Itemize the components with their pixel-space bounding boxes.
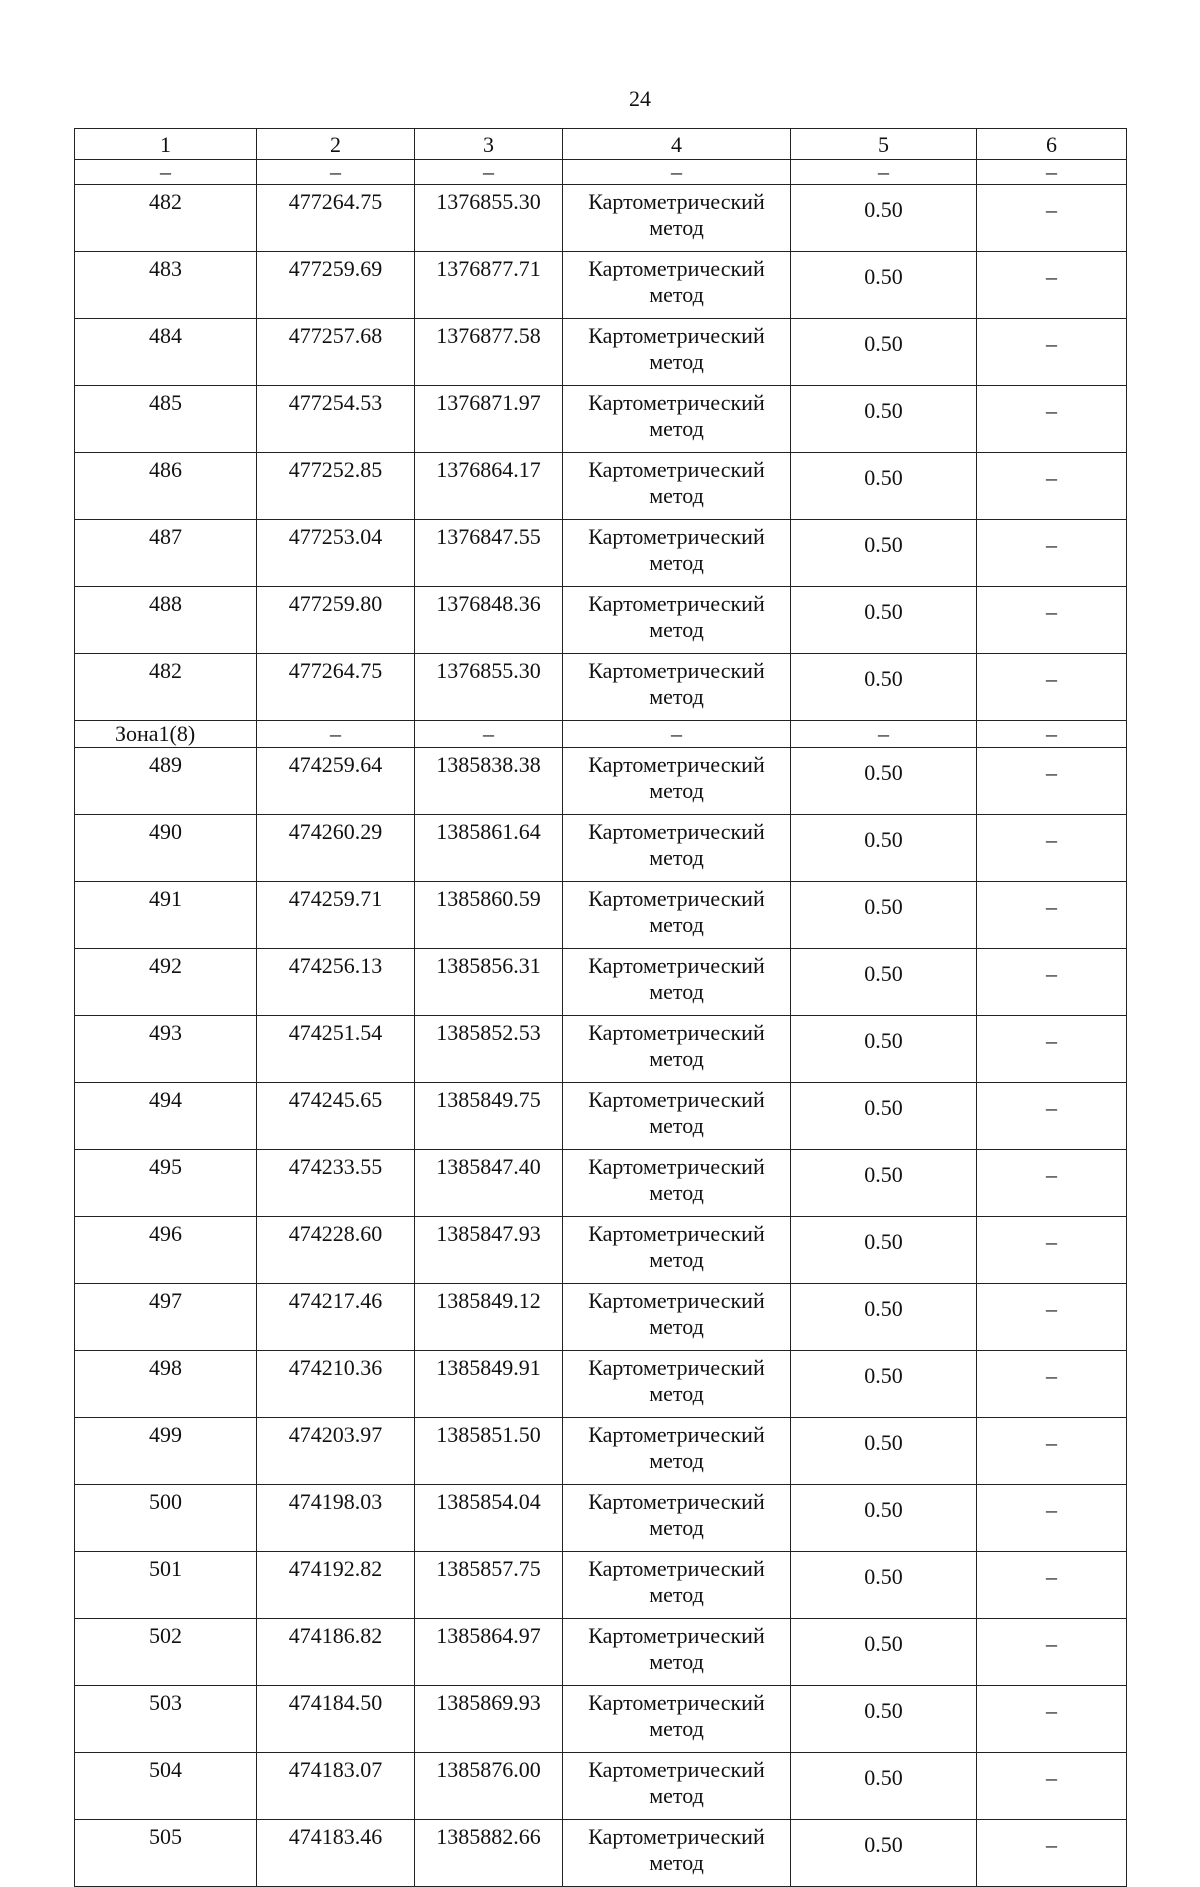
x-coordinate-cell: 474256.13 — [257, 949, 415, 1016]
y-coordinate-cell: 1376848.36 — [415, 587, 563, 654]
y-coordinate-cell: 1385847.93 — [415, 1217, 563, 1284]
method-name-line1: Картометрический — [588, 953, 765, 978]
point-number-cell: 483 — [75, 252, 257, 319]
column-number-2: 2 — [257, 129, 415, 160]
method-name-line2: метод — [649, 1783, 704, 1808]
method-name-line1: Картометрический — [588, 1422, 765, 1447]
method-name-line1: Картометрический — [588, 1221, 765, 1246]
header-dash-row — [75, 160, 1127, 185]
table-row — [75, 815, 1127, 882]
point-number-cell: 490 — [75, 815, 257, 882]
y-coordinate-cell: 1385856.31 — [415, 949, 563, 1016]
table-row — [75, 748, 1127, 815]
method-cell — [563, 1284, 791, 1351]
zone-dash: – — [415, 721, 563, 748]
method-cell — [563, 1552, 791, 1619]
table-row — [75, 319, 1127, 386]
point-number-cell: 497 — [75, 1284, 257, 1351]
extra-cell: – — [977, 185, 1127, 252]
extra-cell: – — [977, 1351, 1127, 1418]
method-name-line1: Картометрический — [588, 1355, 765, 1380]
extra-cell: – — [977, 252, 1127, 319]
column-number-1: 1 — [75, 129, 257, 160]
method-name-line2: метод — [649, 912, 704, 937]
point-number-cell: 491 — [75, 882, 257, 949]
page-number: 24 — [629, 86, 651, 111]
extra-cell: – — [977, 1686, 1127, 1753]
table-row — [75, 1083, 1127, 1150]
method-name-line1: Картометрический — [588, 1154, 765, 1179]
extra-cell: – — [977, 1016, 1127, 1083]
method-name-line2: метод — [649, 1515, 704, 1540]
x-coordinate-cell: 477254.53 — [257, 386, 415, 453]
y-coordinate-cell: 1385852.53 — [415, 1016, 563, 1083]
extra-cell: – — [977, 1820, 1127, 1887]
table-row — [75, 654, 1127, 721]
table-row — [75, 386, 1127, 453]
accuracy-cell: 0.50 — [791, 587, 977, 654]
header-dash: – — [977, 160, 1127, 185]
zone-dash: – — [563, 721, 791, 748]
zone-label: Зона1(8) — [75, 721, 257, 748]
accuracy-cell: 0.50 — [791, 1485, 977, 1552]
point-number-cell: 505 — [75, 1820, 257, 1887]
point-number-cell: 485 — [75, 386, 257, 453]
point-number-cell: 484 — [75, 319, 257, 386]
method-cell — [563, 453, 791, 520]
extra-cell: – — [977, 1552, 1127, 1619]
method-name-line2: метод — [649, 1582, 704, 1607]
method-cell — [563, 1083, 791, 1150]
table-row — [75, 1820, 1127, 1887]
point-number-cell: 486 — [75, 453, 257, 520]
table-row — [75, 1016, 1127, 1083]
method-name-line2: метод — [649, 979, 704, 1004]
method-cell — [563, 949, 791, 1016]
method-name-line1: Картометрический — [588, 1087, 765, 1112]
extra-cell: – — [977, 386, 1127, 453]
method-name-line1: Картометрический — [588, 1757, 765, 1782]
y-coordinate-cell: 1376847.55 — [415, 520, 563, 587]
x-coordinate-cell: 474259.71 — [257, 882, 415, 949]
extra-cell: – — [977, 882, 1127, 949]
extra-cell: – — [977, 1083, 1127, 1150]
accuracy-cell: 0.50 — [791, 815, 977, 882]
extra-cell: – — [977, 1217, 1127, 1284]
point-number-cell: 501 — [75, 1552, 257, 1619]
extra-cell: – — [977, 1150, 1127, 1217]
y-coordinate-cell: 1385860.59 — [415, 882, 563, 949]
y-coordinate-cell: 1376877.71 — [415, 252, 563, 319]
method-name-line1: Картометрический — [588, 189, 765, 214]
method-cell — [563, 1418, 791, 1485]
y-coordinate-cell: 1385869.93 — [415, 1686, 563, 1753]
method-name-line1: Картометрический — [588, 457, 765, 482]
method-name-line2: метод — [649, 1113, 704, 1138]
extra-cell: – — [977, 1485, 1127, 1552]
point-number-cell: 488 — [75, 587, 257, 654]
header-dash: – — [415, 160, 563, 185]
accuracy-cell: 0.50 — [791, 1217, 977, 1284]
accuracy-cell: 0.50 — [791, 185, 977, 252]
table-body — [75, 185, 1127, 1887]
method-cell — [563, 1619, 791, 1686]
method-name-line2: метод — [649, 778, 704, 803]
y-coordinate-cell: 1385864.97 — [415, 1619, 563, 1686]
method-name-line1: Картометрический — [588, 1690, 765, 1715]
method-name-line1: Картометрический — [588, 819, 765, 844]
accuracy-cell: 0.50 — [791, 1418, 977, 1485]
method-name-line1: Картометрический — [588, 1020, 765, 1045]
method-name-line2: метод — [649, 1716, 704, 1741]
y-coordinate-cell: 1385876.00 — [415, 1753, 563, 1820]
x-coordinate-cell: 477259.69 — [257, 252, 415, 319]
x-coordinate-cell: 474233.55 — [257, 1150, 415, 1217]
extra-cell: – — [977, 748, 1127, 815]
method-name-line1: Картометрический — [588, 1489, 765, 1514]
point-number-cell: 482 — [75, 185, 257, 252]
method-name-line2: метод — [649, 215, 704, 240]
table-row — [75, 1418, 1127, 1485]
coordinates-table — [74, 128, 1127, 1887]
method-cell — [563, 520, 791, 587]
table-row — [75, 1619, 1127, 1686]
x-coordinate-cell: 474260.29 — [257, 815, 415, 882]
header-dash: – — [563, 160, 791, 185]
accuracy-cell: 0.50 — [791, 453, 977, 520]
table-row — [75, 949, 1127, 1016]
extra-cell: – — [977, 1619, 1127, 1686]
x-coordinate-cell: 474183.46 — [257, 1820, 415, 1887]
extra-cell: – — [977, 949, 1127, 1016]
accuracy-cell: 0.50 — [791, 520, 977, 587]
x-coordinate-cell: 477252.85 — [257, 453, 415, 520]
method-name-line2: метод — [649, 1046, 704, 1071]
x-coordinate-cell: 477264.75 — [257, 185, 415, 252]
point-number-cell: 498 — [75, 1351, 257, 1418]
method-name-line1: Картометрический — [588, 752, 765, 777]
point-number-cell: 499 — [75, 1418, 257, 1485]
table-row — [75, 1552, 1127, 1619]
accuracy-cell: 0.50 — [791, 1083, 977, 1150]
method-name-line2: метод — [649, 349, 704, 374]
method-cell — [563, 1217, 791, 1284]
point-number-cell: 504 — [75, 1753, 257, 1820]
x-coordinate-cell: 477264.75 — [257, 654, 415, 721]
method-name-line2: метод — [649, 483, 704, 508]
method-name-line2: метод — [649, 1314, 704, 1339]
accuracy-cell: 0.50 — [791, 1016, 977, 1083]
extra-cell: – — [977, 520, 1127, 587]
accuracy-cell: 0.50 — [791, 386, 977, 453]
x-coordinate-cell: 477259.80 — [257, 587, 415, 654]
accuracy-cell: 0.50 — [791, 252, 977, 319]
method-name-line1: Картометрический — [588, 1556, 765, 1581]
zone-dash: – — [791, 721, 977, 748]
x-coordinate-cell: 474245.65 — [257, 1083, 415, 1150]
method-name-line2: метод — [649, 1850, 704, 1875]
y-coordinate-cell: 1376871.97 — [415, 386, 563, 453]
accuracy-cell: 0.50 — [791, 882, 977, 949]
method-name-line1: Картометрический — [588, 1623, 765, 1648]
method-name-line1: Картометрический — [588, 658, 765, 683]
table-row — [75, 1351, 1127, 1418]
column-numbers-row — [75, 129, 1127, 160]
column-number-3: 3 — [415, 129, 563, 160]
method-cell — [563, 1150, 791, 1217]
method-name-line1: Картометрический — [588, 390, 765, 415]
extra-cell: – — [977, 1284, 1127, 1351]
zone-dash: – — [977, 721, 1127, 748]
method-cell — [563, 882, 791, 949]
method-name-line2: метод — [649, 1180, 704, 1205]
accuracy-cell: 0.50 — [791, 1284, 977, 1351]
method-name-line1: Картометрический — [588, 886, 765, 911]
method-name-line2: метод — [649, 684, 704, 709]
x-coordinate-cell: 474186.82 — [257, 1619, 415, 1686]
point-number-cell: 502 — [75, 1619, 257, 1686]
table-row — [75, 520, 1127, 587]
table-row — [75, 1686, 1127, 1753]
y-coordinate-cell: 1376864.17 — [415, 453, 563, 520]
x-coordinate-cell: 474228.60 — [257, 1217, 415, 1284]
x-coordinate-cell: 477257.68 — [257, 319, 415, 386]
extra-cell: – — [977, 654, 1127, 721]
y-coordinate-cell: 1385861.64 — [415, 815, 563, 882]
extra-cell: – — [977, 319, 1127, 386]
method-cell — [563, 815, 791, 882]
x-coordinate-cell: 474203.97 — [257, 1418, 415, 1485]
header-dash: – — [75, 160, 257, 185]
method-cell — [563, 1686, 791, 1753]
y-coordinate-cell: 1376877.58 — [415, 319, 563, 386]
point-number-cell: 494 — [75, 1083, 257, 1150]
x-coordinate-cell: 474210.36 — [257, 1351, 415, 1418]
method-cell — [563, 587, 791, 654]
y-coordinate-cell: 1385849.12 — [415, 1284, 563, 1351]
table-row — [75, 453, 1127, 520]
y-coordinate-cell: 1385851.50 — [415, 1418, 563, 1485]
method-name-line2: метод — [649, 1448, 704, 1473]
method-name-line1: Картометрический — [588, 591, 765, 616]
header-dash: – — [791, 160, 977, 185]
column-number-5: 5 — [791, 129, 977, 160]
x-coordinate-cell: 474184.50 — [257, 1686, 415, 1753]
zone-dash: – — [257, 721, 415, 748]
column-number-4: 4 — [563, 129, 791, 160]
table-row — [75, 1284, 1127, 1351]
accuracy-cell: 0.50 — [791, 1619, 977, 1686]
method-name-line1: Картометрический — [588, 323, 765, 348]
accuracy-cell: 0.50 — [791, 654, 977, 721]
accuracy-cell: 0.50 — [791, 1820, 977, 1887]
point-number-cell: 487 — [75, 520, 257, 587]
accuracy-cell: 0.50 — [791, 748, 977, 815]
table-row — [75, 185, 1127, 252]
method-name-line2: метод — [649, 1247, 704, 1272]
y-coordinate-cell: 1385882.66 — [415, 1820, 563, 1887]
method-name-line1: Картометрический — [588, 256, 765, 281]
accuracy-cell: 0.50 — [791, 1351, 977, 1418]
y-coordinate-cell: 1385849.91 — [415, 1351, 563, 1418]
y-coordinate-cell: 1385849.75 — [415, 1083, 563, 1150]
extra-cell: – — [977, 1418, 1127, 1485]
table-row — [75, 1217, 1127, 1284]
table-row — [75, 1485, 1127, 1552]
extra-cell: – — [977, 587, 1127, 654]
method-cell — [563, 748, 791, 815]
x-coordinate-cell: 477253.04 — [257, 520, 415, 587]
table-row — [75, 252, 1127, 319]
method-cell — [563, 386, 791, 453]
method-cell — [563, 319, 791, 386]
y-coordinate-cell: 1385857.75 — [415, 1552, 563, 1619]
point-number-cell: 500 — [75, 1485, 257, 1552]
method-name-line2: метод — [649, 1381, 704, 1406]
extra-cell: – — [977, 1753, 1127, 1820]
method-cell — [563, 654, 791, 721]
method-name-line2: метод — [649, 845, 704, 870]
y-coordinate-cell: 1385847.40 — [415, 1150, 563, 1217]
method-cell — [563, 1753, 791, 1820]
table-row — [75, 882, 1127, 949]
table-header — [75, 129, 1127, 185]
method-name-line1: Картометрический — [588, 1824, 765, 1849]
method-name-line1: Картометрический — [588, 524, 765, 549]
y-coordinate-cell: 1385838.38 — [415, 748, 563, 815]
x-coordinate-cell: 474251.54 — [257, 1016, 415, 1083]
method-cell — [563, 1485, 791, 1552]
accuracy-cell: 0.50 — [791, 1552, 977, 1619]
accuracy-cell: 0.50 — [791, 1686, 977, 1753]
point-number-cell: 489 — [75, 748, 257, 815]
method-name-line2: метод — [649, 416, 704, 441]
x-coordinate-cell: 474217.46 — [257, 1284, 415, 1351]
method-cell — [563, 1351, 791, 1418]
table-row — [75, 587, 1127, 654]
header-dash: – — [257, 160, 415, 185]
point-number-cell: 482 — [75, 654, 257, 721]
y-coordinate-cell: 1385854.04 — [415, 1485, 563, 1552]
extra-cell: – — [977, 453, 1127, 520]
zone-row — [75, 721, 1127, 748]
method-name-line1: Картометрический — [588, 1288, 765, 1313]
method-cell — [563, 1820, 791, 1887]
point-number-cell: 495 — [75, 1150, 257, 1217]
x-coordinate-cell: 474183.07 — [257, 1753, 415, 1820]
method-name-line2: метод — [649, 550, 704, 575]
x-coordinate-cell: 474198.03 — [257, 1485, 415, 1552]
method-cell — [563, 1016, 791, 1083]
point-number-cell: 493 — [75, 1016, 257, 1083]
accuracy-cell: 0.50 — [791, 1150, 977, 1217]
y-coordinate-cell: 1376855.30 — [415, 185, 563, 252]
table-row — [75, 1150, 1127, 1217]
table-row — [75, 1753, 1127, 1820]
method-name-line2: метод — [649, 1649, 704, 1674]
column-number-6: 6 — [977, 129, 1127, 160]
method-name-line2: метод — [649, 617, 704, 642]
accuracy-cell: 0.50 — [791, 319, 977, 386]
method-name-line2: метод — [649, 282, 704, 307]
method-cell — [563, 252, 791, 319]
x-coordinate-cell: 474259.64 — [257, 748, 415, 815]
point-number-cell: 503 — [75, 1686, 257, 1753]
x-coordinate-cell: 474192.82 — [257, 1552, 415, 1619]
point-number-cell: 496 — [75, 1217, 257, 1284]
method-cell — [563, 185, 791, 252]
y-coordinate-cell: 1376855.30 — [415, 654, 563, 721]
accuracy-cell: 0.50 — [791, 1753, 977, 1820]
extra-cell: – — [977, 815, 1127, 882]
accuracy-cell: 0.50 — [791, 949, 977, 1016]
point-number-cell: 492 — [75, 949, 257, 1016]
